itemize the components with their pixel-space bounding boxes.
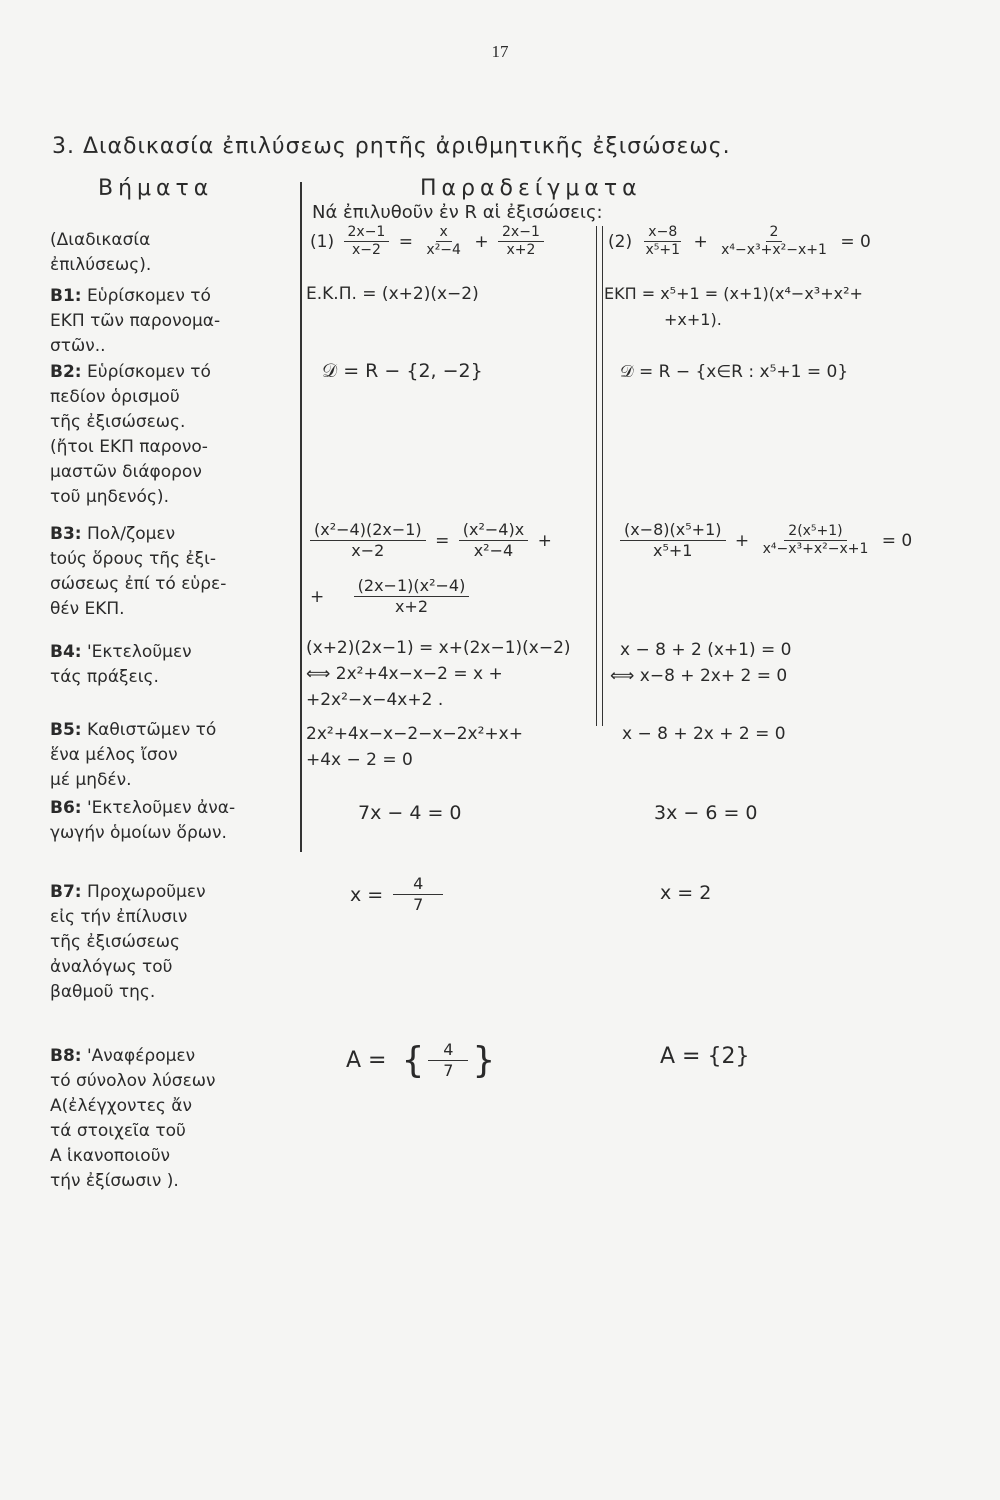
denominator: x+2 [394,597,429,616]
step-b7 [50,880,300,1005]
example1-zero-line2: +4x − 2 = 0 [306,750,413,770]
brace-open: { [401,1040,425,1081]
numerator: x−8 [644,224,681,242]
step-b2 [50,360,300,510]
denominator: x−2 [351,541,385,560]
step-b1 [50,284,300,359]
fraction [459,520,528,561]
example2-zero: x − 8 + 2x + 2 = 0 [622,724,786,744]
step-text: Προχωροῦμεν εἰς τήν ἐπίλυσιν τῆς ἐξισώσεως ἀναλόγως τοῦ βαθμοῦ της. [50,882,206,1002]
example1-domain: 𝒟 = R − {2, −2} [322,360,483,382]
example1-equation [306,224,544,259]
step-text: 'Εκτελοῦμεν τάς πράξεις. [50,642,192,687]
step-b5 [50,718,300,793]
example2-multiplied [620,520,916,561]
example1-lcm: Ε.Κ.Π. = (x+2)(x−2) [306,284,479,304]
fraction [498,224,544,259]
denominator: x²−4 [426,242,461,258]
fraction [422,224,465,259]
example2-equation [604,224,875,259]
fraction [717,224,831,259]
denominator: x⁵+1 [653,541,693,560]
example-label: (1) [310,231,335,252]
step-label: Β3: [50,524,82,544]
step-text: Καθιστῶμεν τό ἕνα μέλος ἴσον μέ μηδέν. [50,720,217,790]
step-label: Β4: [50,642,82,662]
denominator: x²−4 [473,541,514,560]
example2-lcm-line1: ΕΚΠ = x⁵+1 = (x+1)(x⁴−x³+x²+ [604,284,863,303]
set-lhs: A = [346,1048,387,1073]
example1-solution [346,874,443,915]
step-text: 'Εκτελοῦμεν ἀνα- γωγήν ὁμοίων ὅρων. [50,798,236,843]
example1-ops-line1: (x+2)(2x−1) = x+(2x−1)(x−2) [306,638,571,658]
denominator: x+2 [506,242,536,258]
page-number: 17 [491,42,509,61]
steps-header: Βήματα [98,176,214,201]
step-label: Β2: [50,362,82,382]
example1-reduced: 7x − 4 = 0 [358,802,462,824]
numerator: 2 [766,224,783,242]
numerator: (x²−4)(2x−1) [310,520,426,541]
examples-header: Παραδείγματα [420,176,642,201]
denominator: x⁵+1 [645,242,681,258]
fraction [620,520,726,561]
steps-intro: (Διαδικασία ἐπιλύσεως). [50,230,152,275]
fraction [393,874,443,915]
fraction [344,224,390,259]
operator: + [537,530,552,551]
example2-domain: 𝒟 = R − {x∈R : x⁵+1 = 0} [620,362,849,382]
example1-solution-set [342,1040,499,1081]
example2-ops-line2: ⟺ x−8 + 2x+ 2 = 0 [610,666,788,686]
operator: = 0 [840,231,871,252]
fraction [642,224,685,259]
instruction: Νά ἐπιλυθοῦν ἐν R αἱ ἐξισώσεις: [312,202,603,223]
numerator: (x²−4)x [459,520,528,541]
denominator: 7 [443,1061,454,1080]
step-label: Β1: [50,286,82,306]
step-label: Β8: [50,1046,82,1066]
operator: + [693,231,708,252]
denominator: x⁴−x³+x²−x+1 [762,541,869,557]
step-b8 [50,1044,300,1194]
solution-lhs: x = [350,883,384,906]
column-divider-left [300,182,302,852]
operator: + [474,231,489,252]
fraction [759,523,873,558]
step-label: Β7: [50,882,82,902]
operator: = [435,530,450,551]
fraction [428,1040,468,1081]
step-text: 'Αναφέρομεν τό σύνολον λύσεων Α(ἐλέγχοντες ἄν τά στοιχεῖα τοῦ Α ἱκανοποιοῦν τήν ἐξίσωσιν ). [50,1046,216,1191]
denominator: x⁴−x³+x²−x+1 [721,242,827,258]
numerator: 2x−1 [498,224,544,242]
numerator: x [436,224,452,242]
example2-solution: x = 2 [660,882,712,904]
step-label: Β5: [50,720,82,740]
operator: = [398,231,413,252]
example2-ops-line1: x − 8 + 2 (x+1) = 0 [620,640,792,660]
operator: = 0 [881,530,913,551]
example2-reduced: 3x − 6 = 0 [654,802,758,824]
brace-close: } [472,1040,496,1081]
step-label: Β6: [50,798,82,818]
numerator: 2x−1 [344,224,390,242]
denominator: x−2 [351,242,381,258]
fraction [310,520,426,561]
step-b3 [50,522,300,622]
denominator: 7 [413,895,424,914]
section-title: 3. Διαδικασία ἐπιλύσεως ρητῆς ἀριθμητικῆς ἐξισώσεως. [52,134,731,159]
example-label: (2) [608,231,633,252]
example2-solution-set: A = {2} [660,1044,750,1069]
step-b4 [50,640,300,690]
example1-ops-line3: +2x²−x−4x+2 . [306,690,444,710]
example1-multiplied-bottom [306,576,469,617]
column-divider-right [596,226,603,726]
fraction [354,576,470,617]
operator: + [310,586,325,607]
numerator: 4 [393,874,443,895]
example1-zero-line1: 2x²+4x−x−2−x−2x²+x+ [306,724,523,744]
example1-ops-line2: ⟺ 2x²+4x−x−2 = x + [306,664,503,684]
step-text: Εὑρίσκομεν τό πεδίον ὁρισμοῦ τῆς ἐξισώσεως. (ἤτοι ΕΚΠ παρονο- μαστῶν διάφορον τοῦ μηδενός). [50,362,211,507]
numerator: 2(x⁵+1) [784,523,846,541]
example2-lcm-line2: +x+1). [664,310,722,329]
numerator: 4 [428,1040,468,1061]
numerator: (2x−1)(x²−4) [354,576,470,597]
numerator: (x−8)(x⁵+1) [620,520,726,541]
step-text: Πολ/ζομεν tούς ὅρους τῆς ἐξι- σώσεως ἐπί τό εὑρε- θέν ΕΚΠ. [50,524,227,619]
operator: + [734,530,750,551]
step-text: Εὑρίσκομεν τό ΕΚΠ τῶν παρονομα- στῶν.. [50,286,221,356]
step-b6 [50,796,300,846]
example1-multiplied-top [310,520,556,561]
